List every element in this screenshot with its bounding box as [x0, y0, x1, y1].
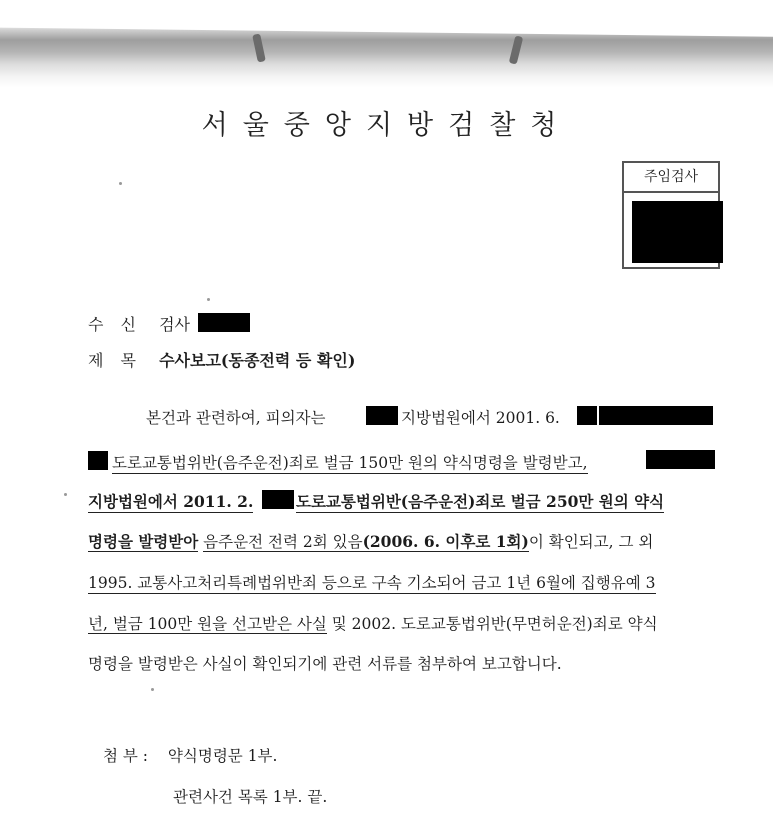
body-line-1b — [401, 406, 560, 428]
body-line-4 — [88, 530, 653, 552]
body-text: 본건과 관련하여, 피의자는 — [146, 409, 326, 427]
body-text: 년, 벌금 100만 원을 선고받은 사실 — [88, 615, 327, 633]
subject-row — [88, 348, 355, 371]
body-text: 이 확인되고, 그 외 — [528, 533, 654, 551]
recipient-value: 검사 — [159, 315, 191, 334]
body-text: 1995. 교통사고처리특례법위반죄 등으로 구속 기소되어 금고 1년 6월에 집행유예 3 — [88, 574, 656, 592]
scan-speck — [64, 493, 67, 496]
redaction-block — [646, 450, 715, 469]
attachment-item: 약식명령문 1부. — [167, 747, 278, 765]
attachment-row — [173, 785, 327, 807]
organization-title: 서울중앙지방검찰청 — [201, 110, 572, 141]
redaction-block — [262, 490, 294, 509]
attachment-label: 첨 부 : — [103, 747, 149, 765]
scan-speck — [207, 298, 210, 301]
body-text: 음주운전 전력 2회 있음 — [203, 533, 363, 551]
body-text: 및 2002. 도로교통법위반(무면허운전)죄로 약식 — [326, 615, 658, 633]
body-line-1 — [146, 406, 326, 428]
body-text: 지방법원에서 2001. 6. — [401, 409, 560, 427]
body-text: 지방법원에서 2011. 2. — [88, 492, 254, 511]
redaction-block — [577, 406, 597, 425]
scanned-page-top-edge — [0, 0, 773, 92]
body-text: 도로교통법위반(음주운전)죄로 벌금 150만 원의 약식명령을 발령받고, — [112, 454, 588, 472]
subject-label: 제 목 — [88, 351, 142, 370]
attachment-row — [103, 744, 277, 766]
redaction-block — [366, 406, 398, 425]
subject-value: 수사보고(동종전력 등 확인) — [159, 351, 356, 370]
body-line-3 — [88, 490, 253, 513]
redaction-block — [88, 451, 108, 470]
body-text: 명령을 발령받아 — [88, 532, 199, 551]
body-line-3b — [296, 490, 664, 513]
scan-speck — [151, 688, 154, 691]
body-line-2 — [112, 451, 588, 474]
scan-speck — [119, 182, 122, 185]
redaction-block — [198, 313, 250, 332]
body-line-5 — [88, 571, 656, 594]
body-text: 도로교통법위반(음주운전)죄로 벌금 250만 원의 약식 — [296, 492, 665, 511]
body-text: 명령을 발령받은 사실이 확인되기에 관련 서류를 첨부하여 보고합니다. — [88, 655, 562, 673]
stamp-label: 주임검사 — [624, 163, 718, 193]
attachment-item: 관련사건 목록 1부. 끝. — [173, 788, 328, 806]
body-line-7 — [88, 652, 562, 674]
redaction-block — [599, 406, 713, 425]
body-line-6 — [88, 612, 658, 634]
redaction-block — [632, 201, 723, 263]
recipient-row — [88, 312, 190, 335]
recipient-label: 수 신 — [88, 315, 142, 334]
body-text: (2006. 6. 이후로 1회) — [362, 532, 529, 551]
